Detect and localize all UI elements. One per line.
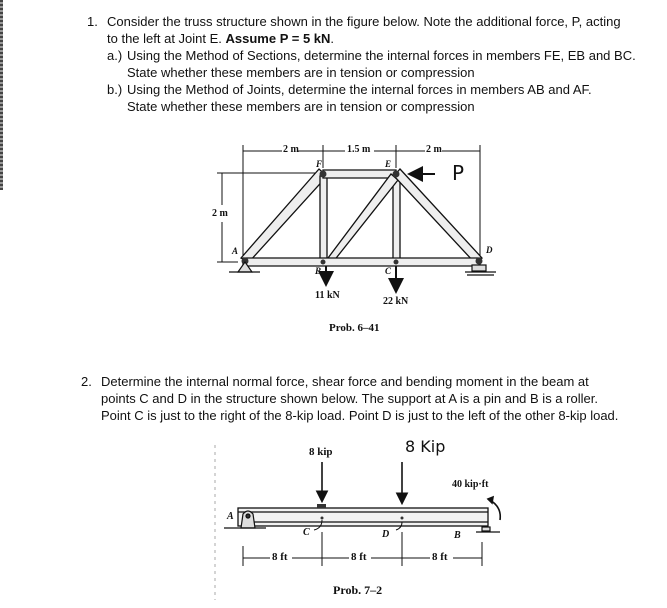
dim-1p5m: 1.5 m <box>347 144 371 155</box>
question-1a-line2: State whether these members are in tension or compression <box>127 65 475 80</box>
load-11kN: 11 kN <box>315 290 340 301</box>
question-2-number: 2. <box>81 374 92 389</box>
load-22kN: 22 kN <box>383 296 409 307</box>
load-8kip-handwritten: 8 Kip <box>405 437 446 456</box>
dim-2m-left: 2 m <box>283 144 299 155</box>
joint-label-D: D <box>486 245 493 255</box>
q1-assumption: Assume P = 5 kN <box>225 31 331 46</box>
q1-line2-text: to the left at Joint E. <box>107 31 226 46</box>
truss-caption: Prob. 6–41 <box>329 322 380 334</box>
question-2-line2: points C and D in the structure shown below. The support at A is a pin and B is a roller. <box>101 391 598 406</box>
beam <box>238 508 488 526</box>
joint-label-F: F <box>316 159 323 169</box>
question-1b-line2: State whether these members are in tension or compression <box>127 99 475 114</box>
dim-8ft-3: 8 ft <box>432 551 448 563</box>
question-1-number: 1. <box>87 14 98 29</box>
question-2-line3: Point C is just to the right of the 8-kip load. Point D is just to the left of the other 8-kip load. <box>101 408 619 423</box>
point-label-C: C <box>303 527 310 538</box>
point-label-A: A <box>227 511 234 522</box>
point-label-B: B <box>454 530 461 541</box>
question-1b-line1: Using the Method of Joints, determine the internal forces in members AB and AF. <box>127 82 592 97</box>
dim-2m-height: 2 m <box>212 208 228 219</box>
question-2-line1: Determine the internal normal force, shear force and bending moment in the beam at <box>101 374 589 389</box>
dim-2m-right: 2 m <box>426 144 442 155</box>
point-label-D: D <box>382 529 390 540</box>
joint-label-A: A <box>232 246 239 256</box>
question-1a-label: a.) <box>107 48 123 63</box>
joint-label-E: E <box>385 159 392 169</box>
dim-8ft-1: 8 ft <box>272 551 288 563</box>
force-P-label: P <box>452 161 465 185</box>
q1-period: . <box>330 31 335 46</box>
load-8kip-label: 8 kip <box>309 446 333 458</box>
dim-8ft-2: 8 ft <box>351 551 367 563</box>
joint-label-B: B <box>315 266 322 276</box>
question-1a-line1: Using the Method of Sections, determine the internal forces in members FE, EB and BC. <box>127 48 636 63</box>
moment-label: 40 kip·ft <box>452 479 489 490</box>
beam-caption: Prob. 7–2 <box>333 583 383 597</box>
question-1-line1: Consider the truss structure shown in the figure below. Note the additional force, P, acting <box>107 14 621 29</box>
question-1b-label: b.) <box>107 82 123 97</box>
joint-label-C: C <box>385 266 392 276</box>
